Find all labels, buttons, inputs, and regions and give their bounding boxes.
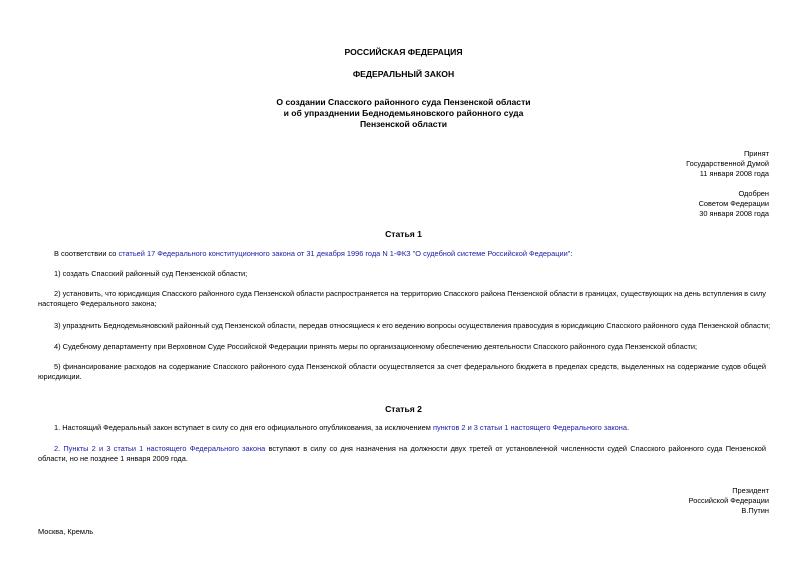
adoption-approved xyxy=(699,189,769,219)
country-heading: РОССИЙСКАЯ ФЕДЕРАЦИЯ xyxy=(344,47,463,57)
law-title-line-2: и об упразднении Беднодемьяновского районного суда xyxy=(283,108,524,118)
signature-title: Президент xyxy=(732,486,769,495)
law-title-line-3: Пензенской области xyxy=(359,119,447,129)
article-2-para-2-link[interactable]: 2. Пункты 2 и 3 статьи 1 настоящего Федерального закона xyxy=(54,444,266,453)
article-1-intro-after: : xyxy=(570,249,573,258)
approved-label: Одобрен xyxy=(738,189,769,198)
approved-date: 30 января 2008 года xyxy=(699,209,769,218)
law-type-heading: ФЕДЕРАЛЬНЫЙ ЗАКОН xyxy=(352,69,455,79)
article-2-para-1-after: . xyxy=(626,423,630,432)
article-2-heading: Статья 2 xyxy=(385,404,422,414)
signature-office: Российской Федерации xyxy=(688,496,769,505)
law-title xyxy=(0,97,807,130)
signing-place: Москва, Кремль xyxy=(38,527,94,536)
law-title-line-1: О создании Спасского районного суда Пензенской области xyxy=(276,97,531,107)
article-2-para-1 xyxy=(38,423,766,433)
article-1-intro xyxy=(38,249,766,259)
accepted-label: Принят xyxy=(743,149,769,158)
signature-block xyxy=(689,486,769,516)
adoption-accepted xyxy=(686,149,769,179)
article-2-para-2 xyxy=(38,444,766,464)
article-1-item-3: 3) упразднить Беднодемьяновский районный суд Пензенской области, передав относящиеся к его ведению вопросы осуществления правосудия в юрисдикцию Спасского районного суда Пензенской области; xyxy=(54,321,771,330)
article-2-para-1-before: 1. Настоящий Федеральный закон вступает в силу со дня его официального опубликования, за исключением xyxy=(54,423,433,432)
article-1-heading: Статья 1 xyxy=(385,229,422,239)
article-1-intro-link[interactable]: статьей 17 Федерального конституционного закона от 31 декабря 1996 года N 1-ФКЗ "О судебной системе Российской Федерации" xyxy=(118,249,571,258)
article-1-item-4: 4) Судебному департаменту при Верховном Суде Российской Федерации принять меры по организационному обеспечению деятельности Спасского районного суда Пензенской области; xyxy=(54,342,698,351)
signature-name: В.Путин xyxy=(741,506,769,515)
approved-body: Советом Федерации xyxy=(698,199,769,208)
accepted-date: 11 января 2008 года xyxy=(699,169,769,178)
article-1-item-1: 1) создать Спасский районный суд Пензенской области; xyxy=(54,269,248,278)
article-1-item-2: 2) установить, что юрисдикция Спасского районного суда Пензенской области распространяется на территорию Спасского района Пензенской области в границах, существующих на день вступления в силу настоящего Федерального закона; xyxy=(38,289,766,308)
article-1-item-5: 5) финансирование расходов на содержание Спасского районного суда Пензенской области осуществляется за счет федерального бюджета в пределах средств, выделенных на содержание судов общей юрисдикции. xyxy=(38,362,766,381)
accepted-body: Государственной Думой xyxy=(686,159,769,168)
article-1-intro-before: В соответствии со xyxy=(54,249,119,258)
article-2-para-2-after: вступают в силу со дня назначения на должности двух третей от установленной численности судей Спасского районного суда Пензенской области, но не позднее 1 января 2009 года. xyxy=(38,444,766,463)
article-2-para-1-link[interactable]: пунктов 2 и 3 статьи 1 настоящего Федерального закона xyxy=(432,423,627,432)
